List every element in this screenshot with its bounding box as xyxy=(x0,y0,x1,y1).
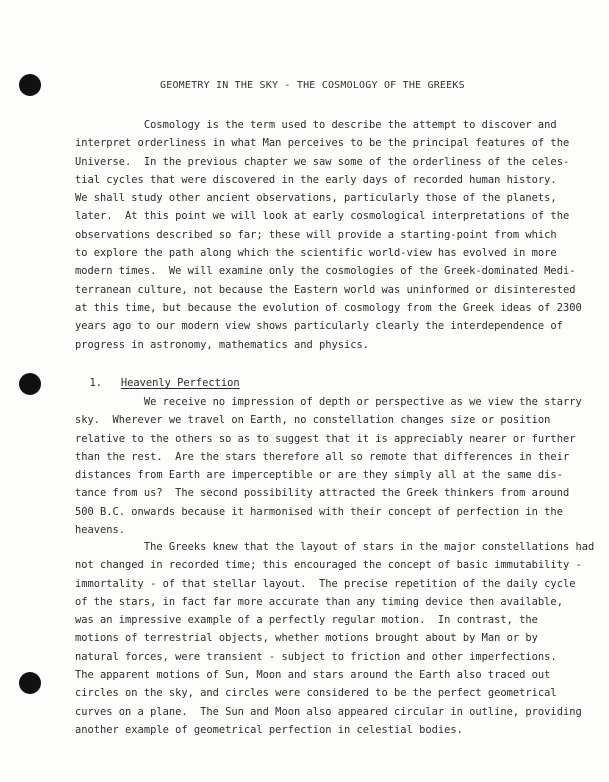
text-line: tance from us? The second possibility attracted the Greek thinkers from around xyxy=(75,487,570,500)
section-heading xyxy=(77,365,240,389)
text-line: sky. Wherever we travel on Earth, no constellation changes size or position xyxy=(75,414,551,427)
text-line: observations described so far; these will provide a starting-point from which xyxy=(75,228,557,241)
text-line: The Greeks knew that the layout of stars in the major constellations had xyxy=(75,541,595,553)
text-line: modern times. We will examine only the cosmologies of the Greek-dominated Medi- xyxy=(75,265,576,278)
text-line: another example of geometrical perfection in celestial bodies. xyxy=(75,723,463,736)
text-line: not changed in recorded time; this encouraged the concept of basic immutability - xyxy=(75,559,582,572)
text-line: than the rest. Are the stars therefore all so remote that differences in their xyxy=(75,450,570,463)
text-line: years ago to our modern view shows particularly clearly the interdependence of xyxy=(75,320,563,333)
text-line: heavens. xyxy=(75,524,126,537)
text-line: at this time, but because the evolution of cosmology from the Greek ideas of 2300 xyxy=(75,301,582,314)
text-line: interpret orderliness in what Man perceives to be the principal features of the xyxy=(75,137,570,150)
text-line: Cosmology is the term used to describe the attempt to discover and xyxy=(75,119,557,131)
paragraph-intro xyxy=(75,116,582,354)
section-title: Heavenly Perfection xyxy=(120,377,240,389)
text-line: tial cycles that were discovered in the early days of recorded human history. xyxy=(75,173,557,186)
text-line: circles on the sky, and circles were considered to be the perfect geometrical xyxy=(75,687,557,700)
text-line: of the stars, in fact far more accurate than any timing device then available, xyxy=(75,595,563,608)
text-line: 500 B.C. onwards because it harmonised with their concept of perfection in the xyxy=(75,505,563,518)
text-line: distances from Earth are imperceptible or are they simply all at the same dis- xyxy=(75,469,563,482)
text-line: terranean culture, not because the Eastern world was uninformed or disinterested xyxy=(75,283,576,296)
text-line: immortality - of that stellar layout. The precise repetition of the daily cycle xyxy=(75,577,576,590)
text-line: We shall study other ancient observations, particularly those of the planets, xyxy=(75,192,557,205)
text-line: We receive no impression of depth or perspective as we view the starry xyxy=(75,396,582,408)
text-line: The apparent motions of Sun, Moon and stars around the Earth also traced out xyxy=(75,669,551,682)
text-line: was an impressive example of a perfectly regular motion. In contrast, the xyxy=(75,614,538,627)
section-number: 1. xyxy=(89,377,103,389)
text-line: to explore the path along which the scientific world-view has evolved in more xyxy=(75,247,557,260)
text-line: motions of terrestrial objects, whether motions brought about by Man or by xyxy=(75,632,538,645)
page-title: GEOMETRY IN THE SKY - THE COSMOLOGY OF THE GREEKS xyxy=(160,80,465,91)
binder-hole-middle xyxy=(19,373,41,395)
text-line: natural forces, were transient - subject to friction and other imperfections. xyxy=(75,650,557,663)
text-line: progress in astronomy, mathematics and physics. xyxy=(75,338,370,351)
text-line: relative to the others so as to suggest that it is appreciably nearer or further xyxy=(75,432,576,445)
paragraph-greeks xyxy=(75,538,594,739)
text-line: later. At this point we will look at early cosmological interpretations of the xyxy=(75,210,570,223)
text-line: Universe. In the previous chapter we saw some of the orderliness of the celes- xyxy=(75,155,570,168)
text-line: curves on a plane. The Sun and Moon also appeared circular in outline, providing xyxy=(75,705,582,718)
binder-hole-top xyxy=(19,74,41,96)
paragraph-depth xyxy=(75,393,582,539)
binder-hole-bottom xyxy=(19,672,41,694)
